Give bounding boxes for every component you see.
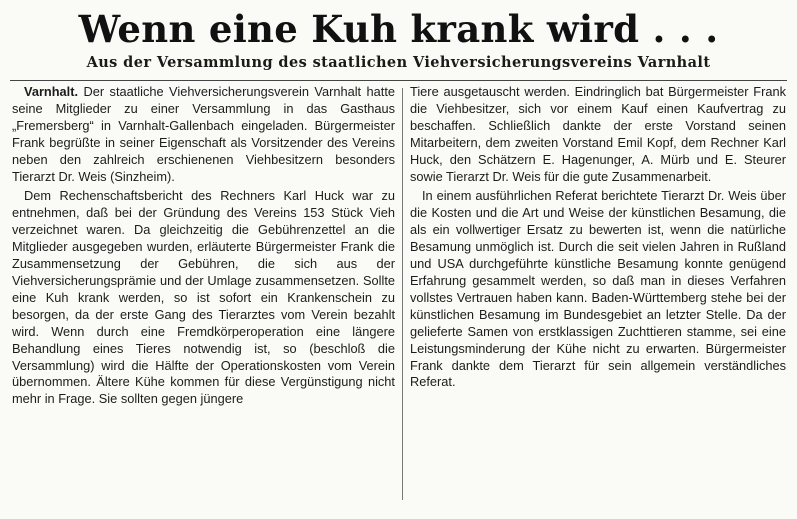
article-subheadline: Aus der Versammlung des staatlichen Viehversicherungsvereins Varnhalt bbox=[86, 54, 711, 71]
right-paragraph-1: Tiere ausgetauscht werden. Eindringlich bat Bürgermeister Frank die Viehbesitzer, sich vor einem Kauf einen Kaufvertrag zu beschaffen. Schließlich dankte der erste Vorstand seinen Mitarbeitern, dem zweiten Vorstand Emil Kopf, dem Rechner Karl Huck, den Schätzern E. Hagenunger, A. Mürb und E. Steurer sowie Tierarzt Dr. Weis für die gute Zusammenarbeit. bbox=[410, 84, 786, 184]
article-dateline: Varnhalt. bbox=[24, 84, 79, 99]
headline-rule bbox=[10, 80, 787, 81]
left-paragraph-2: Dem Rechenschaftsbericht des Rechners Karl Huck war zu entnehmen, daß bei der Gründung des Vereins 153 Stück Vieh verzeichnet waren. Da gleichzeitig die Gebührenzettel an die Mitglieder ausgegeben wurden, erläuterte Bürgermeister Frank die Zusammensetzung der Gebühren, die sich aus der Viehversicherungsprämie und der Umlage zusammensetzen. Sollte eine Kuh krank werden, so ist sofort ein Krankenschein zu besorgen, da der erste Gang des Tierarztes vom Verein bezahlt wird. Wenn durch eine Fremdkörperoperation eine längere Behandlung eines Tieres notwendig ist, so (beschloß die Versammlung) wird die Hälfte der Operationskosten vom Verein übernommen. Ältere Kühe kommen für diese Vergünstigung nicht mehr in Frage. Sie sollten gegen jüngere bbox=[12, 188, 395, 407]
right-paragraph-2: In einem ausführlichen Referat berichtete Tierarzt Dr. Weis über die Kosten und die Art und Weise der künstlichen Besamung, die als ein vollwertiger Ersatz zu bewerten ist, wenn die natürliche Besamung unmöglich ist. Durch die seit vielen Jahren in Rußland und USA durchgeführte künstliche Besamung konnte genügend Erfahrung gesammelt werden, so daß man in dieses Verfahren vollstes Vertrauen haben kann. Baden-Württemberg stehe bei der künstlichen Besamung im Bundesgebiet an letzter Stelle. Da der gelieferte Samen von erstklassigen Zuchttieren stamme, sei eine Leistungsminderung der Kühe nicht zu erwarten. Bürgermeister Frank dankte dem Tierarzt für sein allgemein verständliches Referat. bbox=[410, 188, 786, 390]
article-headline: Wenn eine Kuh krank wird . . . bbox=[78, 7, 719, 51]
left-paragraph-1-text: Der staatliche Viehversicherungsverein Varnhalt hatte seine Mitglieder zu einer Versammlung in das Gasthaus „Fremersberg“ in Varnhalt-Gallenbach eingeladen. Bürgermeister Frank begrüßte in seiner Eigenschaft als Vorsitzender des Vereins neben den zahlreich erschienenen Viehbesitzern besonders Tierarzt Dr. Weis (Sinzheim). bbox=[12, 84, 395, 184]
left-paragraph-1 bbox=[12, 84, 395, 185]
column-divider bbox=[402, 88, 403, 500]
article-column-left bbox=[12, 84, 395, 408]
article-column-right bbox=[410, 84, 786, 391]
